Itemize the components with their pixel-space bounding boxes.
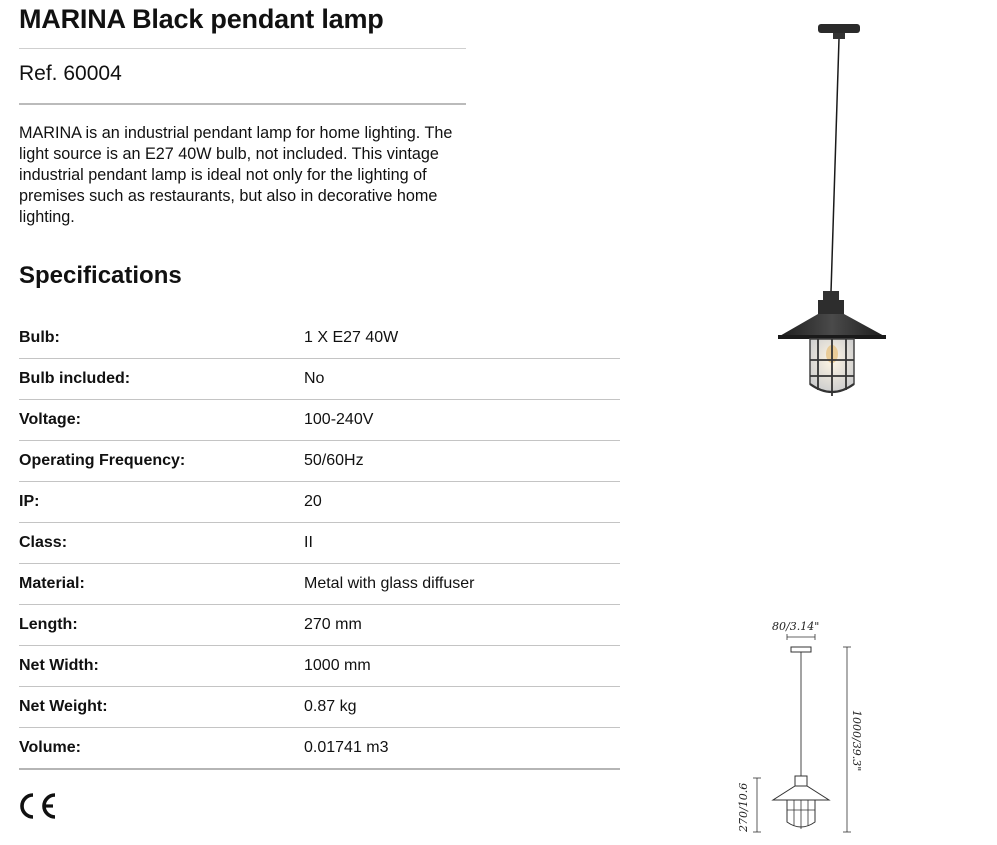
spec-value: 1000 mm — [304, 657, 371, 674]
ce-mark-icon — [18, 792, 58, 820]
spec-row-material — [19, 564, 620, 605]
lamp-photo — [770, 14, 894, 410]
spec-label: Bulb: — [19, 329, 60, 346]
product-description: MARINA is an industrial pendant lamp for home lighting. The light source is an E27 40W bulb, not included. This vintage industrial pendant lamp is ideal not only for the lighting of premises such as restaurants, but also in decorative home lighting. — [19, 124, 453, 226]
spec-label: Length: — [19, 616, 78, 633]
spec-row-operating-frequency — [19, 441, 620, 482]
spec-value: 270 mm — [304, 616, 362, 633]
spec-row-net-width — [19, 646, 620, 687]
spec-value: II — [304, 534, 313, 551]
specifications-table — [19, 318, 620, 770]
spec-row-voltage — [19, 400, 620, 441]
spec-row-ip — [19, 482, 620, 523]
spec-row-bulb — [19, 318, 620, 359]
spec-value: 50/60Hz — [304, 452, 364, 469]
spec-value: 20 — [304, 493, 322, 510]
spec-value: 1 X E27 40W — [304, 329, 399, 346]
spec-label: Net Width: — [19, 657, 99, 674]
reference-divider — [19, 103, 466, 105]
spec-label: Bulb included: — [19, 370, 131, 387]
spec-row-volume — [19, 728, 620, 770]
spec-row-length — [19, 605, 620, 646]
spec-label: IP: — [19, 493, 40, 510]
total-height-label: 1000/39.3" — [850, 710, 863, 772]
spec-row-bulb-included — [19, 359, 620, 400]
spec-value: 0.01741 m3 — [304, 739, 389, 756]
title-divider — [19, 48, 466, 49]
canopy-width-label: 80/3.14" — [772, 620, 820, 633]
spec-label: Volume: — [19, 739, 81, 756]
shade-height-label: 270/10.6 — [737, 782, 750, 832]
specifications-heading: Specifications — [19, 262, 182, 289]
spec-value: No — [304, 370, 325, 387]
spec-label: Net Weight: — [19, 698, 108, 715]
spec-label: Material: — [19, 575, 85, 592]
spec-label: Class: — [19, 534, 68, 551]
spec-value: Metal with glass diffuser — [304, 575, 475, 592]
spec-row-net-weight — [19, 687, 620, 728]
spec-label: Voltage: — [19, 411, 81, 428]
dimensions-drawing — [725, 610, 875, 840]
spec-value: 0.87 kg — [304, 698, 357, 715]
product-reference: Ref. 60004 — [19, 62, 122, 85]
spec-label: Operating Frequency: — [19, 452, 186, 469]
spec-row-class — [19, 523, 620, 564]
spec-value: 100-240V — [304, 411, 374, 428]
product-title: MARINA Black pendant lamp — [19, 4, 384, 34]
